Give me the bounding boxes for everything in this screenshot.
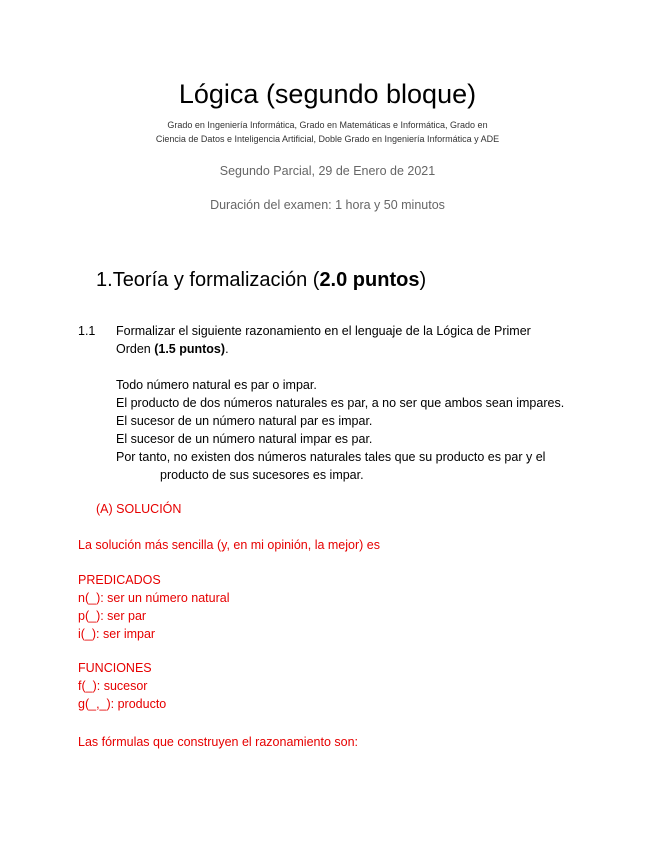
exercise-statement-line-2 [116,340,229,358]
premise: El sucesor de un número natural par es impar. [116,414,373,428]
functions-heading: FUNCIONES [78,661,152,675]
function-item: g(_,_): producto [78,697,167,711]
solution-intro: La solución más sencilla (y, en mi opinión, la mejor) es [78,538,380,552]
predicate-item: p(_): ser par [78,609,147,623]
section-heading [96,269,426,292]
conclusion-line-1: Por tanto, no existen dos números naturales tales que su producto es par y el [116,450,546,464]
section-title-suffix: ) [419,269,427,291]
premise: El producto de dos números naturales es par, a no ser que ambos sean impares. [116,396,565,410]
premise: El sucesor de un número natural impar es par. [116,432,373,446]
predicate-item: i(_): ser impar [78,627,156,641]
premise: Todo número natural es par o impar. [116,378,317,392]
predicate-item: n(_): ser un número natural [78,591,230,605]
predicates-heading: PREDICADOS [78,573,161,587]
exercise-points: (1.5 puntos) [154,342,226,356]
degrees-line-2: Ciencia de Datos e Inteligencia Artificial, Doble Grado en Ingeniería Informática y ADE [155,134,500,144]
solution-heading: (A) SOLUCIÓN [96,502,182,516]
section-title-prefix: Teoría y formalización ( [112,269,320,291]
exam-date: Segundo Parcial, 29 de Enero de 2021 [219,164,436,178]
exam-duration: Duración del examen: 1 hora y 50 minutos [210,198,445,212]
exercise-number: 1.1 [78,324,96,338]
page-title: Lógica (segundo bloque) [178,79,477,109]
conclusion-line-2: producto de sus sucesores es impar. [160,468,364,482]
statement-text: Orden [116,342,155,356]
function-item: f(_): sucesor [78,679,148,693]
exercise-statement-line-1: Formalizar el siguiente razonamiento en el lenguaje de la Lógica de Primer [116,324,531,338]
section-points: 2.0 puntos [319,269,420,291]
degrees-line-1: Grado en Ingeniería Informática, Grado en Matemáticas e Informática, Grado en [167,120,488,130]
statement-end: . [225,342,229,356]
formulas-intro: Las fórmulas que construyen el razonamiento son: [78,735,359,749]
section-number: 1. [96,269,113,291]
